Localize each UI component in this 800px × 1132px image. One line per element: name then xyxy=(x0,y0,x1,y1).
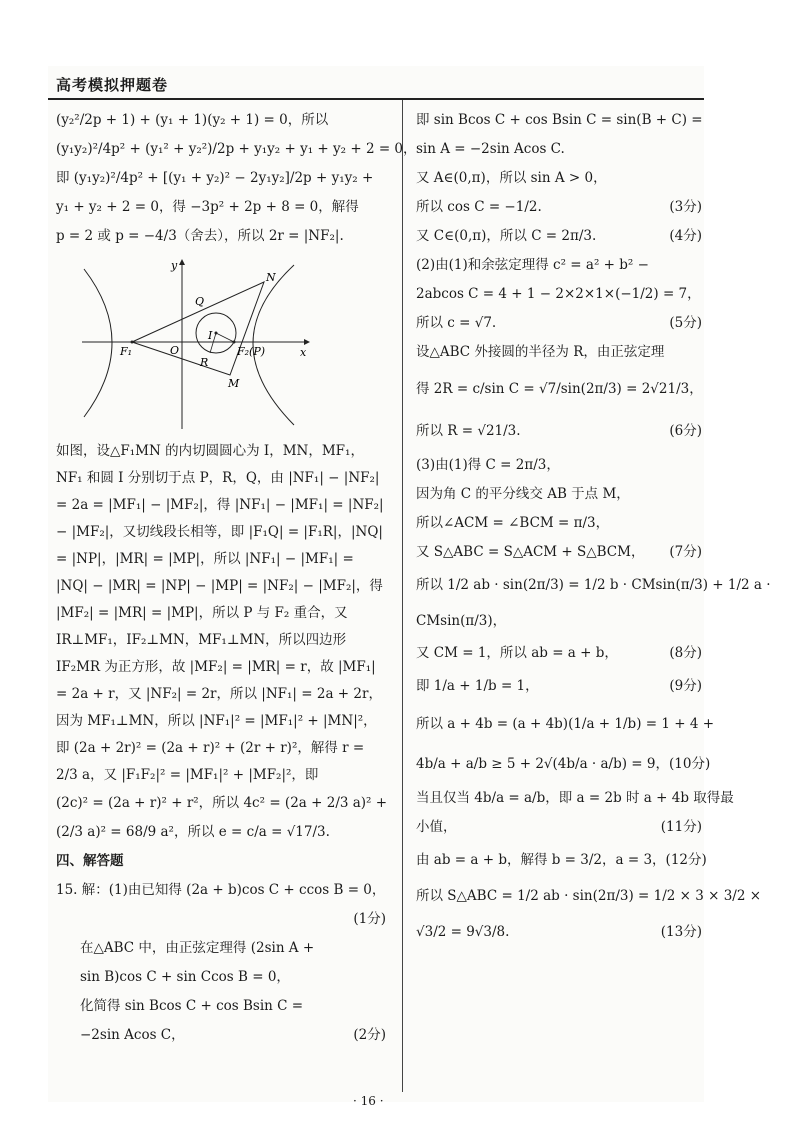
question-15-line: 15. 解：(1)由已知得 (2a + b)cos C + ccos B = 0， xyxy=(56,882,386,898)
label-n: N xyxy=(266,271,276,284)
solution-line: 所以 S△ABC = 1/2 ab · sin(2π/3) = 1/2 × 3 × 3/2 × xyxy=(416,888,762,904)
hyperbola-figure xyxy=(82,257,312,432)
solution-line: CMsin(π/3)， xyxy=(416,613,507,629)
y-axis-arrow xyxy=(179,259,185,265)
page-header: 高考模拟押题卷 xyxy=(56,76,169,94)
label-o: O xyxy=(170,344,180,357)
solution-line: (2c)² = (2a + r)² + r²，所以 4c² = (2a + 2/3 a)² + xyxy=(56,795,388,811)
solution-line: 4b/a + a/b ≥ 5 + 2√(4b/a · a/b) = 9， xyxy=(416,756,669,772)
solution-line: 由 ab = a + b，解得 b = 3/2，a = 3， xyxy=(416,852,666,868)
score-mark: (9分) xyxy=(669,678,702,694)
score-mark: (13分) xyxy=(660,924,702,940)
column-divider xyxy=(402,100,403,1092)
score-mark: (1分) xyxy=(353,911,386,927)
score-row xyxy=(416,842,707,878)
point-f2 xyxy=(233,341,236,344)
score-row xyxy=(416,411,702,451)
score-mark: (8分) xyxy=(669,645,702,661)
score-row xyxy=(416,538,702,567)
label-y: y xyxy=(171,259,178,272)
x-axis-arrow xyxy=(304,339,310,345)
hyperbola-left-branch xyxy=(84,269,112,417)
solution-line: p = 2 或 p = −4/3（舍去），所以 2r = |NF₂|. xyxy=(56,228,344,244)
label-i: I xyxy=(208,329,213,342)
solution-line: 所以 1/2 ab · sin(2π/3) = 1/2 b · CMsin(π/3) + 1/2 a · xyxy=(416,577,771,593)
right-column xyxy=(416,106,771,950)
radius-if2 xyxy=(216,333,234,342)
solution-line: (2)由(1)和余弦定理得 c² = a² + b² − xyxy=(416,257,649,273)
solution-line: 所以∠ACM = ∠BCM = π/3， xyxy=(416,515,610,531)
label-f1: F₁ xyxy=(120,345,133,358)
left-column xyxy=(56,106,417,1050)
header-rule xyxy=(48,98,704,100)
score-row xyxy=(416,639,702,668)
score-row xyxy=(416,744,711,784)
solution-line: (3)由(1)得 C = 2π/3， xyxy=(416,457,560,473)
section-title: 四、解答题 xyxy=(56,853,124,869)
incircle-proof-paragraph: 如图，设△F₁MN 的内切圆圆心为 I，MN，MF₁，NF₁ 和圆 I 分别切于点 P，R，Q，由 |NF₁| − |NF₂| = 2a = |MF₁| − |MF₂|，得 |NF₁| − |MF₁| = |NF₂| − |MF₂|，又切线段长相等，即 |F₁Q| = |F₁R|，|NQ| = |NP|，|MR| = |MP|，所以 |NF₁| − |MF₁| = |NQ| − |MR| = |NP| − |MP| = |NF₂| − |MF₂|，得 |MF₂| = |MR| = |MP|，所以 P 与 F₂ 重合，又 IR⊥MF₁，IF₂⊥MN，MF₁⊥MN，所以四边形 IF₂MR 为正方形，故 |MF₂| = |MR| = r，故 |MF₁| = 2a + r，又 |NF₂| = 2r，所以 |NF₁| = 2a + 2r，因为 MF₁⊥MN，所以 |NF₁|² = |MF₁|² + |MN|²，即 (2a + 2r)² = (2a + r)² + (2r + r)²，解得 r = 2/3 a，又 |F₁F₂|² = |MF₁|² + |MF₂|²，即 xyxy=(56,443,384,783)
exam-page xyxy=(48,66,771,1108)
solution-line: 又 C∈(0,π)，所以 C = 2π/3. xyxy=(416,228,597,244)
solution-line: 即 sin Bcos C + cos Bsin C = sin(B + C) = xyxy=(416,112,703,128)
point-i xyxy=(215,332,218,335)
solution-line: 因为角 C 的平分线交 AB 于点 M， xyxy=(416,486,630,502)
score-row xyxy=(416,309,702,338)
question-15-line: sin B)cos C + sin Ccos B = 0， xyxy=(80,969,290,985)
solution-line: 又 A∈(0,π)，所以 sin A > 0， xyxy=(416,170,607,186)
solution-line: 即 (y₁y₂)²/4p² + [(y₁ + y₂)² − 2y₁y₂]/2p + y₁y₂ + xyxy=(56,170,374,186)
solution-line: 2abcos C = 4 + 1 − 2×2×1×(−1/2) = 7， xyxy=(416,286,701,302)
score-mark: (12分) xyxy=(665,852,707,868)
score-row xyxy=(416,813,702,842)
solution-line: √3/2 = 9√3/8. xyxy=(416,924,510,940)
solution-line: (2/3 a)² = 68/9 a²，所以 e = c/a = √17/3. xyxy=(56,824,330,840)
question-15-line: 化简得 sin Bcos C + cos Bsin C = xyxy=(80,998,304,1014)
solution-line: 所以 c = √7. xyxy=(416,315,497,331)
score-mark: (6分) xyxy=(669,423,702,439)
label-q: Q xyxy=(195,295,205,308)
label-f2p: F₂(P) xyxy=(237,345,266,358)
solution-line: (y₁y₂)²/4p² + (y₁² + y₂²)/2p + y₁y₂ + y₁ + y₂ + 2 = 0， xyxy=(56,141,417,157)
question-15-line: 在△ABC 中，由正弦定理得 (2sin A + xyxy=(80,940,315,956)
point-f1 xyxy=(131,341,134,344)
solution-line: 小值， xyxy=(416,819,457,835)
solution-line: 所以 R = √21/3. xyxy=(416,423,521,439)
score-mark: (11分) xyxy=(660,819,702,835)
score-mark: (4分) xyxy=(669,228,702,244)
label-m: M xyxy=(228,377,240,390)
solution-line: y₁ + y₂ + 2 = 0，得 −3p² + 2p + 8 = 0，解得 xyxy=(56,199,359,215)
score-mark: (7分) xyxy=(669,544,702,560)
solution-line: 设△ABC 外接圆的半径为 R，由正弦定理 xyxy=(416,344,665,360)
score-mark: (10分) xyxy=(669,756,711,772)
score-row xyxy=(416,914,702,950)
solution-line: 即 1/a + 1/b = 1， xyxy=(416,678,539,694)
score-mark: (5分) xyxy=(669,315,702,331)
page-number: · 16 · xyxy=(353,1094,384,1108)
score-row xyxy=(416,668,702,704)
solution-line: (y₂²/2p + 1) + (y₁ + 1)(y₂ + 1) = 0，所以 xyxy=(56,112,329,128)
label-r: R xyxy=(200,356,209,369)
solution-line: 得 2R = c/sin C = √7/sin(2π/3) = 2√21/3， xyxy=(416,381,703,397)
solution-line: 又 S△ABC = S△ACM + S△BCM， xyxy=(416,544,645,560)
score-row xyxy=(416,222,702,251)
label-x: x xyxy=(300,346,307,359)
solution-line: 所以 cos C = −1/2. xyxy=(416,199,542,215)
solution-line: sin A = −2sin Acos C. xyxy=(416,141,565,157)
solution-line: 所以 a + 4b = (a + 4b)(1/a + 1/b) = 1 + 4 + xyxy=(416,716,715,732)
score-row xyxy=(56,1021,386,1050)
question-15-line: −2sin Acos C， xyxy=(80,1027,185,1043)
solution-line: 又 CM = 1，所以 ab = a + b， xyxy=(416,645,618,661)
score-mark: (3分) xyxy=(669,199,702,215)
solution-line: 当且仅当 4b/a = a/b，即 a = 2b 时 a + 4b 取得最 xyxy=(416,790,734,806)
score-row xyxy=(416,193,702,222)
score-mark: (2分) xyxy=(353,1027,386,1043)
